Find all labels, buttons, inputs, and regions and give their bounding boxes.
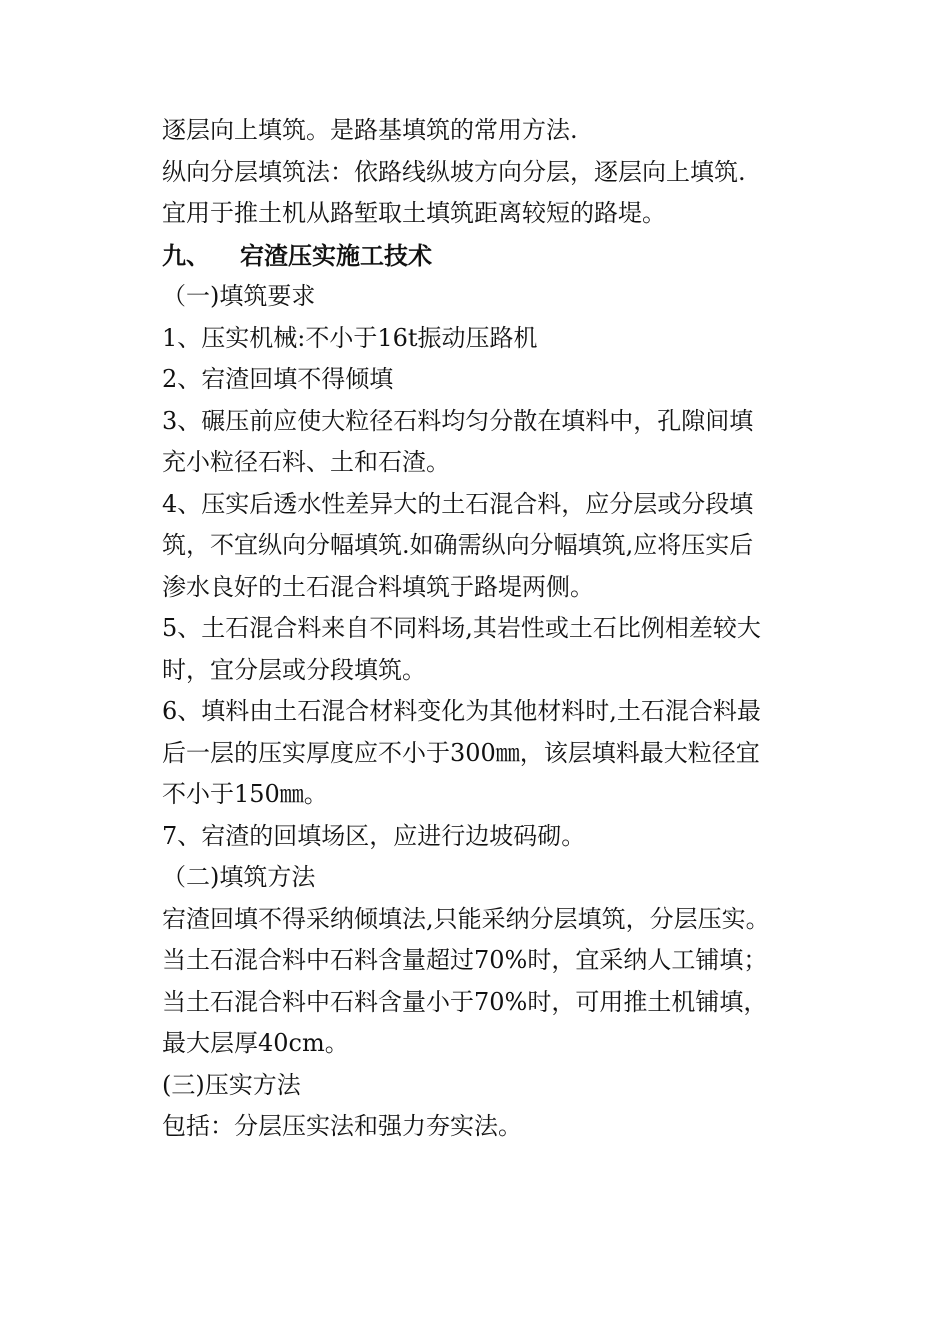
method-line: 当土石混合料中石料含量小于70%时，可用推土机铺填， bbox=[162, 987, 768, 1016]
requirement-line: 筑，不宜纵向分幅填筑.如确需纵向分幅填筑,应将压实后 bbox=[162, 531, 754, 559]
requirement-line: 渗水良好的土石混合料填筑于路堤两侧。 bbox=[162, 572, 594, 601]
requirement-line: 充小粒径石料、土和石渣。 bbox=[162, 448, 450, 476]
paragraph-line: 纵向分层填筑法：依路线纵坡方向分层，逐层向上填筑. bbox=[162, 157, 746, 186]
requirement-line: 4、压实后透水性差异大的土石混合料，应分层或分段填 bbox=[162, 489, 754, 518]
subsection-heading: （二)填筑方法 bbox=[162, 863, 316, 891]
paragraph-line: 逐层向上填筑。是路基填筑的常用方法. bbox=[162, 116, 578, 144]
compaction-line: 包括：分层压实法和强力夯实法。 bbox=[162, 1112, 522, 1140]
method-line: 最大层厚40cm。 bbox=[162, 1029, 349, 1057]
requirement-line: 后一层的压实厚度应不小于300㎜，该层填料最大粒径宜 bbox=[162, 738, 760, 767]
method-line: 当土石混合料中石料含量超过70%时，宜采纳人工铺填； bbox=[162, 946, 768, 974]
section-title: 宕渣压实施工技术 bbox=[240, 240, 432, 270]
subsection-heading: (三)压实方法 bbox=[162, 1070, 301, 1099]
requirement-line: 6、填料由土石混合材料变化为其他材料时,土石混合料最 bbox=[162, 697, 761, 725]
section-number: 九、 bbox=[162, 240, 210, 270]
requirement-line: 时，宜分层或分段填筑。 bbox=[162, 655, 426, 684]
requirement-line: 5、土石混合料来自不同料场,其岩性或土石比例相差较大 bbox=[162, 614, 761, 642]
requirement-line: 不小于150㎜。 bbox=[162, 780, 328, 808]
requirement-line: 3、碾压前应使大粒径石料均匀分散在填料中，孔隙间填 bbox=[162, 406, 754, 435]
method-line: 宕渣回填不得采纳倾填法,只能采纳分层填筑，分层压实。 bbox=[162, 904, 770, 933]
requirement-line: 2、宕渣回填不得倾填 bbox=[162, 365, 394, 393]
paragraph-line: 宜用于推土机从路堑取土填筑距离较短的路堤。 bbox=[162, 199, 666, 227]
subsection-heading: （一)填筑要求 bbox=[162, 282, 316, 310]
requirement-line: 1、压实机械:不小于16t振动压路机 bbox=[162, 323, 538, 352]
section-heading bbox=[162, 235, 822, 277]
requirement-line: 7、宕渣的回填场区，应进行边坡码砌。 bbox=[162, 821, 586, 850]
document-body bbox=[162, 110, 822, 1148]
